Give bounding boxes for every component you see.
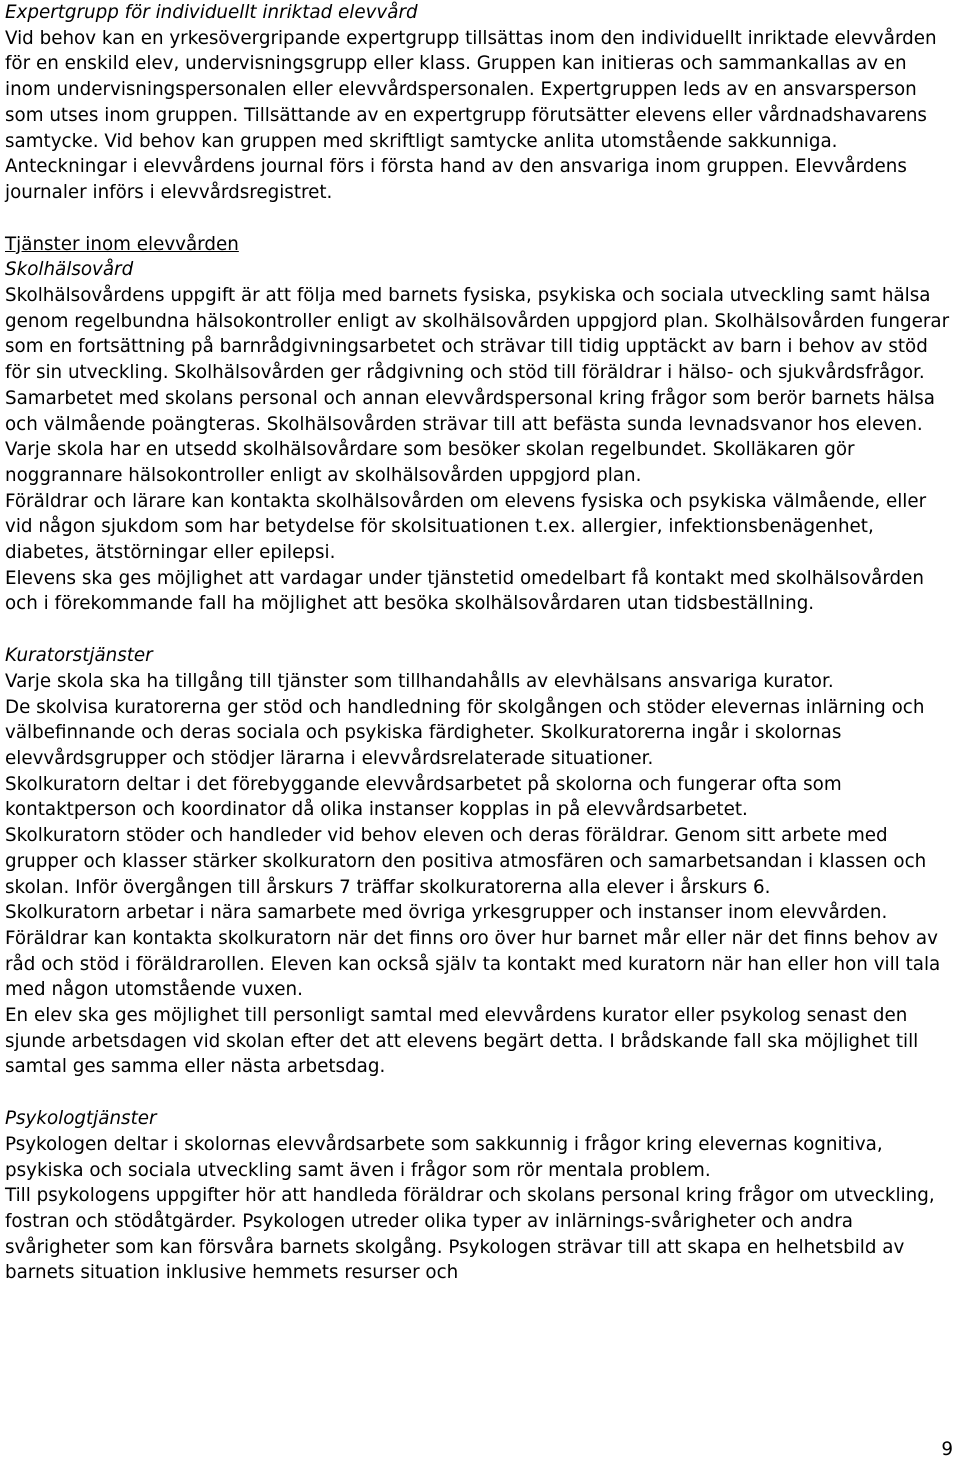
paragraph-psykolog-2: Till psykologens uppgifter hör att handleda föräldrar och skolans personal kring frågor om utveckling, fostran och stödåtgärder. Psykologen utreder olika typer av inlärnings-svårigheter och andra svårigheter som kan försvåra barnets skolgång. Psykologen strävar till att skapa en helhetsbild av barnets situation inklusive hemmets resurser och [5, 1185, 935, 1284]
section-heading-psykologtjanster: Psykologtjänster [5, 1108, 157, 1130]
section-heading-skolhalsovard: Skolhälsovård [5, 259, 134, 281]
section-heading-kuratorstjanster: Kuratorstjänster [5, 645, 153, 667]
paragraph-skolhalsovard-3: Föräldrar och lärare kan kontakta skolhälsovården om elevens fysiska och psykiska välmående, eller vid någon sjukdom som har betydelse för skolsituationen t.ex. allergier, infektionsbenägenhet, diabetes, ätstörningar eller epilepsi. [5, 490, 927, 564]
paragraph-kurator-5: Skolkuratorn arbetar i nära samarbete med övriga yrkesgrupper och instanser inom elevvården. Föräldrar kan kontakta skolkuratorn när det finns oro över hur barnet mår eller när det finns behov av råd och stöd i föräldrarollen. Eleven kan också själv ta kontakt med kuratorn när han eller hon vill tala med någon utomstående vuxen. [5, 902, 941, 1001]
paragraph-kurator-2: De skolvisa kuratorerna ger stöd och handledning för skolgången och stöder elevernas inlärning och välbefinnande och deras sociala och psykiska färdigheter. Skolkuratorerna ingår i skolornas elevvårdsgrupper och stödjer lärarna i elevvårdsrelaterade situationer. [5, 696, 925, 769]
paragraph-kurator-4: Skolkuratorn stöder och handleder vid behov eleven och deras föräldrar. Genom sitt arbete med grupper och klasser stärker skolkuratorn den positiva atmosfären och samarbetsandan i klassen och skolan. Inför övergången till årskurs 7 träffar skolkuratorerna alla elever i årskurs 6. [5, 825, 927, 898]
paragraph-kurator-6: En elev ska ges möjlighet till personligt samtal med elevvårdens kurator eller psykolog senast den sjunde arbetsdagen vid skolan efter det att elevens begärt detta. I brådskande fall ska möjlighet till samtal ges samma eller nästa arbetsdag. [5, 1005, 919, 1078]
page-number: 9 [941, 1439, 953, 1460]
paragraph-psykolog-1: Psykologen deltar i skolornas elevvårdsarbete som sakkunnig i frågor kring elevernas kognitiva, psykiska och sociala utveckling samt även i frågor som rör mentala problem. [5, 1133, 883, 1181]
section-heading-tjanster: Tjänster inom elevvården [5, 233, 239, 255]
section-heading-expertgrupp: Expertgrupp för individuellt inriktad elevvård [5, 2, 418, 23]
paragraph-skolhalsovard-2: Varje skola har en utsedd skolhälsovårdare som besöker skolan regelbundet. Skolläkaren gör noggrannare hälsokontroller enligt av skolhälsovården uppgjord plan. [5, 439, 855, 486]
spacer [5, 1080, 955, 1106]
paragraph-skolhalsovard-4: Elevens ska ges möjlighet att vardagar under tjänstetid omedelbart få kontakt med skolhälsovården och i förekommande fall ha möjlighet att besöka skolhälsovårdaren utan tidsbeställning. [5, 567, 924, 615]
paragraph-kurator-1: Varje skola ska ha tillgång till tjänster som tillhandahålls av elevhälsans ansvariga kurator. [5, 670, 834, 692]
paragraph-expertgrupp: Vid behov kan en yrkesövergripande expertgrupp tillsättas inom den individuellt inriktade elevvården för en enskild elev, undervisningsgrupp eller klass. Gruppen kan initieras och sammankallas av en inom undervisningspersonalen eller elevvårdspersonalen. Expertgruppen leds av en ansvarsperson som utses inom gruppen. Tillsättande av en expertgrupp förutsätter elevens eller vårdnadshavarens samtycke. Vid behov kan gruppen med skriftligt samtycke anlita utomstående sakkunniga. Anteckningar i elevvårdens journal förs i första hand av den ansvariga inom gruppen. Elevvårdens journaler införs i elevvårdsregistret. [5, 27, 937, 203]
paragraph-kurator-3: Skolkuratorn deltar i det förebyggande elevvårdsarbetet på skolorna och fungerar ofta som kontaktperson och koordinator då olika instanser kopplas in på elevvårdsarbetet. [5, 773, 842, 821]
spacer [5, 206, 955, 232]
document-page [5, 0, 955, 1286]
spacer [5, 617, 955, 643]
paragraph-skolhalsovard-1: Skolhälsovårdens uppgift är att följa med barnets fysiska, psykiska och sociala utveckling samt hälsa genom regelbundna hälsokontroller enligt av skolhälsovården uppgjord plan. Skolhälsovården fungerar som en fortsättning på barnrådgivningsarbetet och strävar till tidig upptäckt av barn i behov av stöd för sin utveckling. Skolhälsovården ger rådgivning och stöd till föräldrar i hälso- och sjukvårdsfrågor. Samarbetet med skolans personal och annan elevvårdspersonal kring frågor som berör barnets hälsa och välmående poängteras. Skolhälsovården strävar till att befästa sunda levnadsvanor hos eleven. [5, 285, 950, 435]
